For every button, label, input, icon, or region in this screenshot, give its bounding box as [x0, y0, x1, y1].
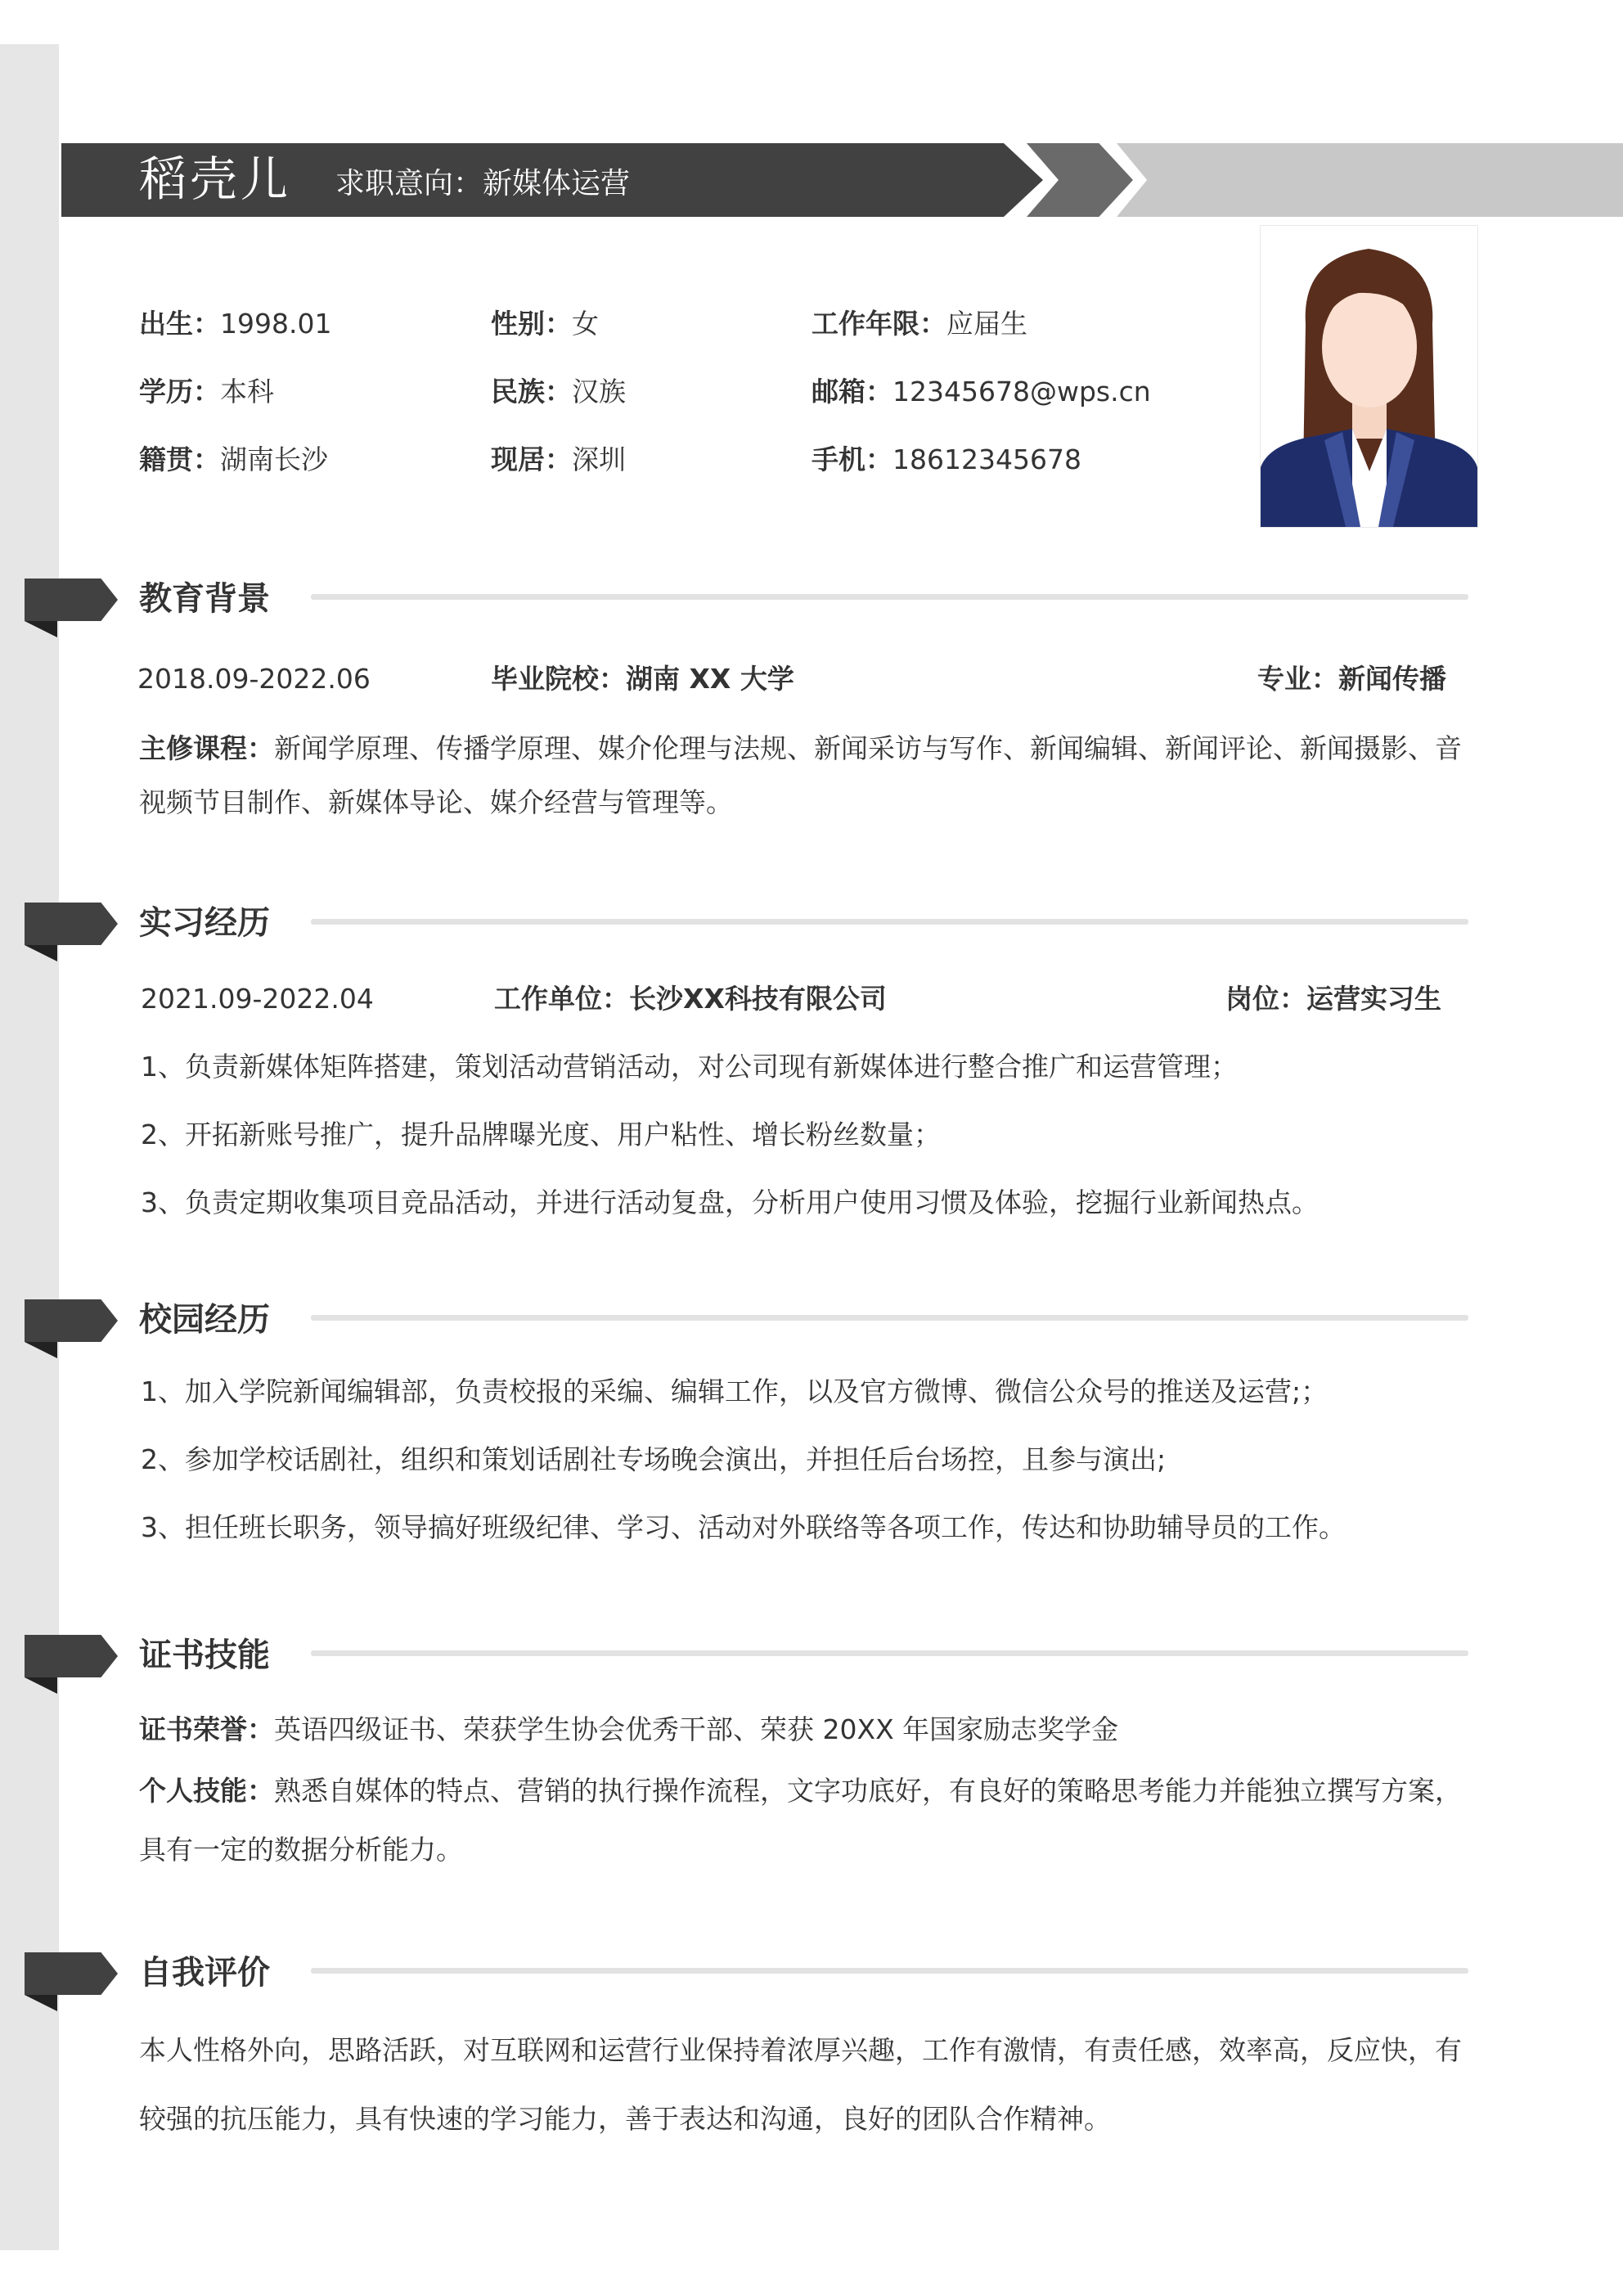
campus-item: 1、加入学院新闻编辑部，负责校报的采编、编辑工作，以及官方微博、微信公众号的推送及运营;； [141, 1375, 1329, 1407]
skills-certificates-label: 证书荣誉： [139, 1713, 274, 1745]
internship-company-value: 长沙XX科技有限公司 [629, 983, 887, 1015]
education-major [1257, 661, 1446, 697]
info-residence-value: 深圳 [572, 443, 626, 475]
education-major-label: 专业： [1257, 663, 1338, 695]
info-degree [139, 374, 274, 410]
info-residence [491, 442, 626, 478]
avatar-illustration [1261, 226, 1477, 527]
internship-company-label: 工作单位： [494, 983, 629, 1015]
candidate-name: 稻壳儿 [139, 151, 292, 207]
info-phone-label: 手机： [812, 443, 892, 475]
info-hometown [139, 442, 328, 478]
info-experience [812, 306, 1027, 342]
section-marker-campus [25, 1299, 118, 1342]
job-intent [335, 164, 630, 205]
info-gender [491, 306, 599, 342]
info-residence-label: 现居： [491, 443, 572, 475]
section-marker-self [25, 1952, 118, 1995]
campus-item: 2、参加学校话剧社，组织和策划话剧社专场晚会演出，并担任后台场控，且参与演出; [141, 1443, 1167, 1475]
info-birth-value: 1998.01 [220, 308, 332, 340]
info-email [812, 374, 1151, 410]
education-school-label: 毕业院校： [491, 663, 626, 695]
internship-item: 3、负责定期收集项目竞品活动，并进行活动复盘，分析用户使用习惯及体验，挖掘行业新闻热点。 [141, 1186, 1319, 1218]
section-marker-internship [25, 903, 118, 945]
education-period: 2018.09-2022.06 [137, 663, 371, 695]
info-ethnicity [491, 374, 626, 410]
info-birth [139, 306, 331, 342]
skills-personal-label: 个人技能： [139, 1775, 274, 1807]
education-major-value: 新闻传播 [1338, 663, 1446, 695]
education-courses-text: 新闻学原理、传播学原理、媒介伦理与法规、新闻采访与写作、新闻编辑、新闻评论、新闻摄影、音视频节目制作、新媒体导论、媒介经营与管理等。 [139, 732, 1462, 818]
skills-certificates [139, 1712, 1118, 1748]
internship-period: 2021.09-2022.04 [141, 983, 374, 1015]
info-experience-value: 应届生 [946, 308, 1027, 340]
internship-company [494, 981, 887, 1017]
internship-position [1225, 981, 1441, 1017]
section-title-education: 教育背景 [139, 580, 270, 618]
info-email-value: 12345678@wps.cn [892, 376, 1151, 407]
info-degree-label: 学历： [139, 376, 220, 407]
info-gender-value: 女 [572, 308, 599, 340]
info-email-label: 邮箱： [812, 376, 892, 407]
job-intent-value: 新媒体运营 [483, 167, 631, 200]
section-marker-education [25, 579, 118, 621]
info-hometown-label: 籍贯： [139, 443, 220, 475]
section-title-skills: 证书技能 [139, 1636, 270, 1674]
internship-item: 2、开拓新账号推广，提升品牌曝光度、用户粘性、增长粉丝数量； [141, 1119, 941, 1150]
info-ethnicity-label: 民族： [491, 376, 572, 407]
self-evaluation-text: 本人性格外向，思路活跃，对互联网和运营行业保持着浓厚兴趣，工作有激情，有责任感，效率高，反应快，有较强的抗压能力，具有快速的学习能力，善于表达和沟通，良好的团队合作精神。 [139, 2034, 1462, 2135]
section-marker-skills [25, 1635, 118, 1677]
section-title-self: 自我评价 [139, 1954, 270, 1992]
education-courses-label: 主修课程： [139, 732, 274, 764]
info-ethnicity-value: 汉族 [572, 376, 626, 407]
internship-item: 1、负责新媒体矩阵搭建，策划活动营销活动，对公司现有新媒体进行整合推广和运营管理； [141, 1051, 1238, 1083]
section-divider [311, 1968, 1468, 1974]
section-divider [311, 594, 1468, 600]
section-divider [311, 1315, 1468, 1321]
avatar-photo [1260, 225, 1478, 528]
info-hometown-value: 湖南长沙 [220, 443, 328, 475]
section-title-campus: 校园经历 [139, 1301, 270, 1339]
internship-position-value: 运营实习生 [1306, 983, 1441, 1015]
skills-personal-text: 熟悉自媒体的特点、营销的执行操作流程，文字功底好，有良好的策略思考能力并能独立撰写方案，具有一定的数据分析能力。 [139, 1775, 1462, 1866]
info-gender-label: 性别： [491, 308, 572, 340]
internship-position-label: 岗位： [1225, 983, 1306, 1015]
skills-personal [139, 1762, 1468, 1880]
skills-certificates-text: 英语四级证书、荣获学生协会优秀干部、荣获 20XX 年国家励志奖学金 [274, 1713, 1119, 1745]
education-school [491, 661, 794, 697]
info-birth-label: 出生： [139, 308, 220, 340]
campus-item: 3、担任班长职务，领导搞好班级纪律、学习、活动对外联络等各项工作，传达和协助辅导员的工作。 [141, 1511, 1346, 1543]
section-divider [311, 919, 1468, 925]
left-sidebar-strip [0, 44, 59, 2250]
info-phone [812, 442, 1081, 478]
section-title-internship: 实习经历 [139, 904, 270, 942]
info-phone-value: 18612345678 [892, 443, 1081, 475]
info-experience-label: 工作年限： [812, 308, 946, 340]
education-school-value: 湖南 XX 大学 [626, 663, 794, 695]
section-divider [311, 1650, 1468, 1656]
education-courses [139, 722, 1468, 830]
job-intent-label: 求职意向： [335, 167, 483, 200]
info-degree-value: 本科 [220, 376, 274, 407]
header-banner-extension [1117, 143, 1623, 217]
